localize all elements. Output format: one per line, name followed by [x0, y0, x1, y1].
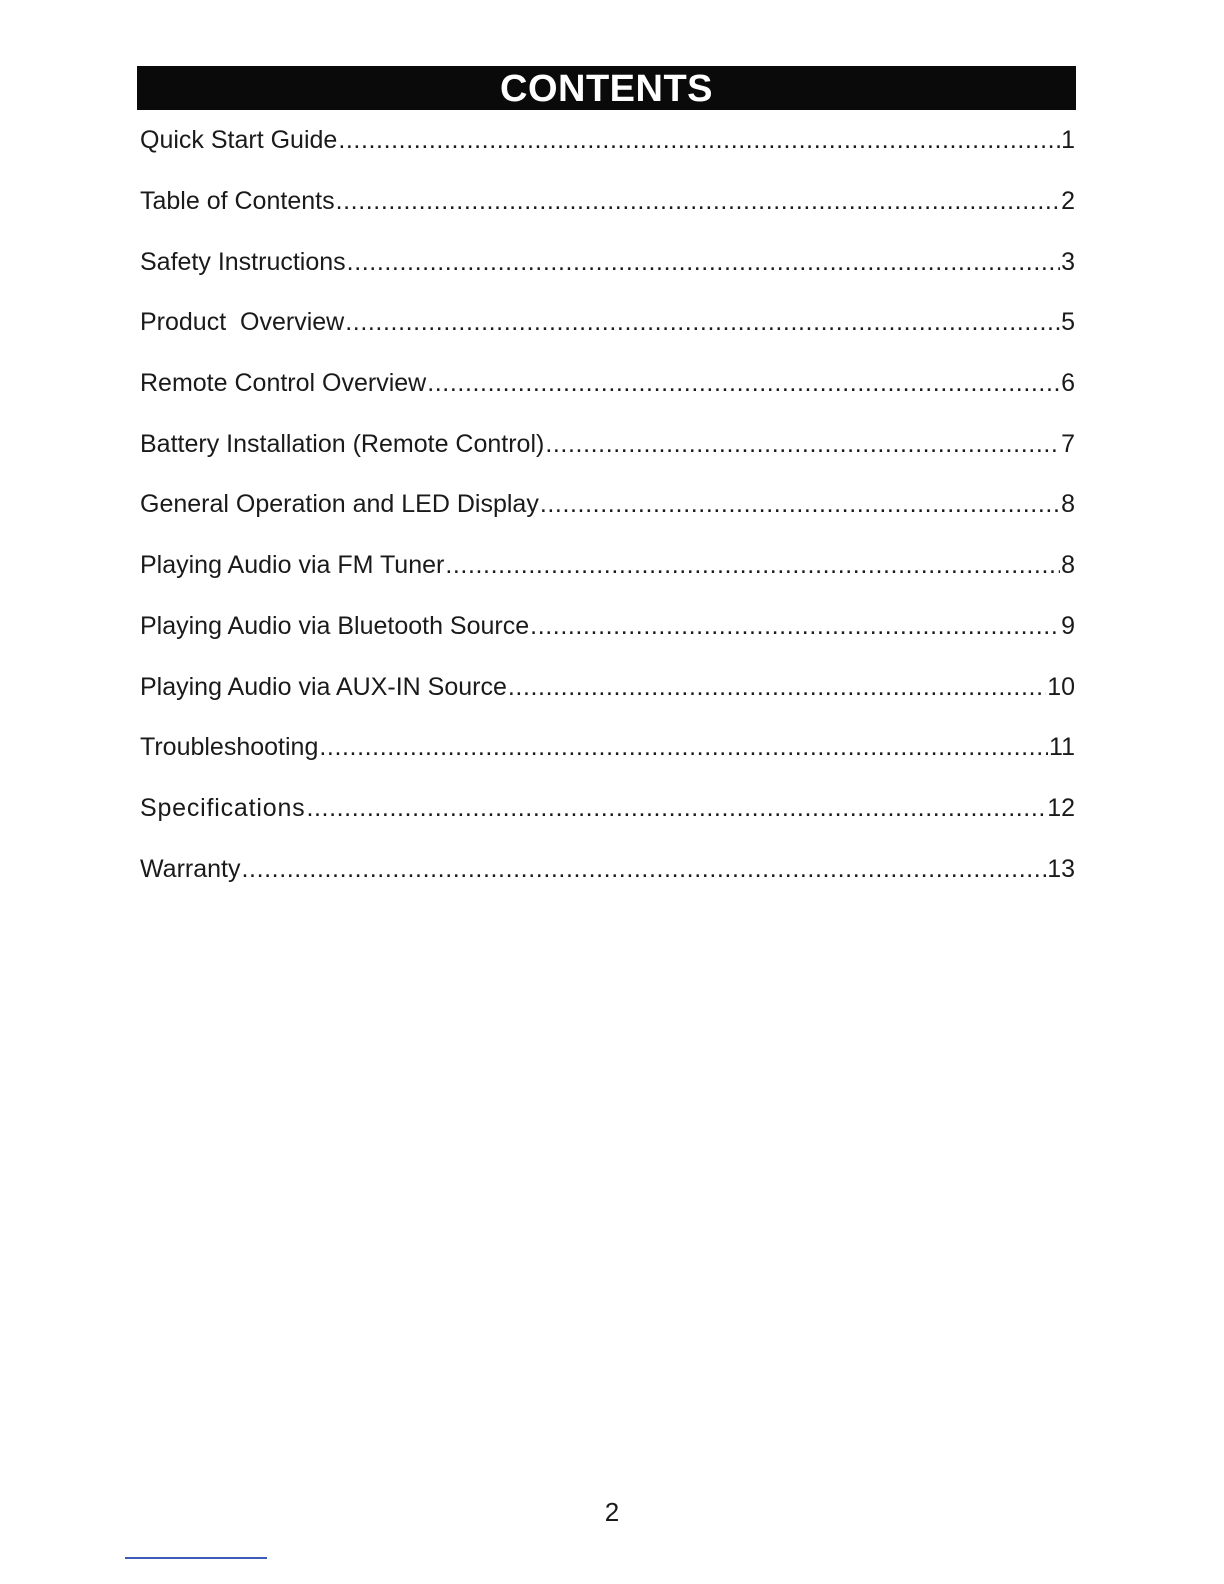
toc-entry-label: Quick Start Guide: [140, 126, 338, 155]
dot-leader: [345, 307, 1060, 337]
toc-entry-remote-control-overview[interactable]: [140, 353, 1075, 414]
toc-entry-general-operation[interactable]: [140, 474, 1075, 535]
dot-leader: [306, 793, 1046, 823]
dot-leader: [445, 550, 1060, 580]
toc-entry-page-number: 6: [1061, 369, 1075, 398]
dot-leader: [319, 732, 1048, 762]
toc-entry-page-number: 1: [1061, 126, 1075, 155]
toc-entry-label: Remote Control Overview: [140, 369, 427, 398]
toc-entry-fm-tuner[interactable]: [140, 535, 1075, 596]
toc-entry-page-number: 8: [1061, 551, 1075, 580]
toc-entry-label: Product Overview: [140, 308, 345, 337]
contents-header-banner: [137, 66, 1076, 110]
toc-entry-battery-installation[interactable]: [140, 413, 1075, 474]
toc-entry-page-number: 7: [1061, 429, 1075, 458]
toc-entry-page-number: 8: [1061, 490, 1075, 519]
toc-entry-table-of-contents[interactable]: [140, 171, 1075, 232]
toc-entry-page-number: 12: [1047, 793, 1075, 822]
toc-entry-label: Troubleshooting: [140, 733, 319, 762]
toc-entry-label: Playing Audio via FM Tuner: [140, 551, 445, 580]
toc-entry-label: Playing Audio via AUX-IN Source: [140, 672, 507, 701]
toc-entry-bluetooth-source[interactable]: [140, 596, 1075, 657]
dot-leader: [241, 854, 1046, 884]
toc-entry-label: Warranty: [140, 854, 241, 883]
dot-leader: [530, 611, 1060, 641]
toc-entry-aux-in-source[interactable]: [140, 656, 1075, 717]
toc-entry-page-number: 10: [1047, 672, 1075, 701]
table-of-contents: [140, 110, 1075, 899]
dot-leader: [338, 125, 1060, 155]
dot-leader: [545, 429, 1060, 459]
toc-entry-label: Safety Instructions: [140, 247, 346, 276]
toc-entry-quick-start-guide[interactable]: [140, 110, 1075, 171]
dot-leader: [508, 672, 1046, 702]
toc-entry-safety-instructions[interactable]: [140, 231, 1075, 292]
toc-entry-label: General Operation and LED Display: [140, 490, 539, 519]
dot-leader: [540, 489, 1060, 519]
toc-entry-product-overview[interactable]: [140, 292, 1075, 353]
toc-entry-specifications[interactable]: [140, 778, 1075, 839]
page-number: 2: [604, 1497, 620, 1527]
dot-leader: [427, 368, 1060, 398]
toc-entry-label: Playing Audio via Bluetooth Source: [140, 611, 530, 640]
toc-entry-label: Specifications: [140, 793, 306, 822]
page-title: CONTENTS: [500, 68, 713, 110]
toc-entry-page-number: 3: [1061, 247, 1075, 276]
toc-entry-page-number: 11: [1049, 733, 1075, 762]
toc-entry-troubleshooting[interactable]: [140, 717, 1075, 778]
toc-entry-page-number: 9: [1061, 611, 1075, 640]
bottom-rule-divider: [125, 1557, 267, 1559]
toc-entry-page-number: 2: [1061, 187, 1075, 216]
toc-entry-page-number: 13: [1047, 854, 1075, 883]
toc-entry-label: Battery Installation (Remote Control): [140, 429, 545, 458]
toc-entry-label: Table of Contents: [140, 187, 335, 216]
toc-entry-page-number: 5: [1061, 308, 1075, 337]
dot-leader: [347, 247, 1060, 277]
dot-leader: [336, 186, 1061, 216]
toc-entry-warranty[interactable]: [140, 838, 1075, 899]
